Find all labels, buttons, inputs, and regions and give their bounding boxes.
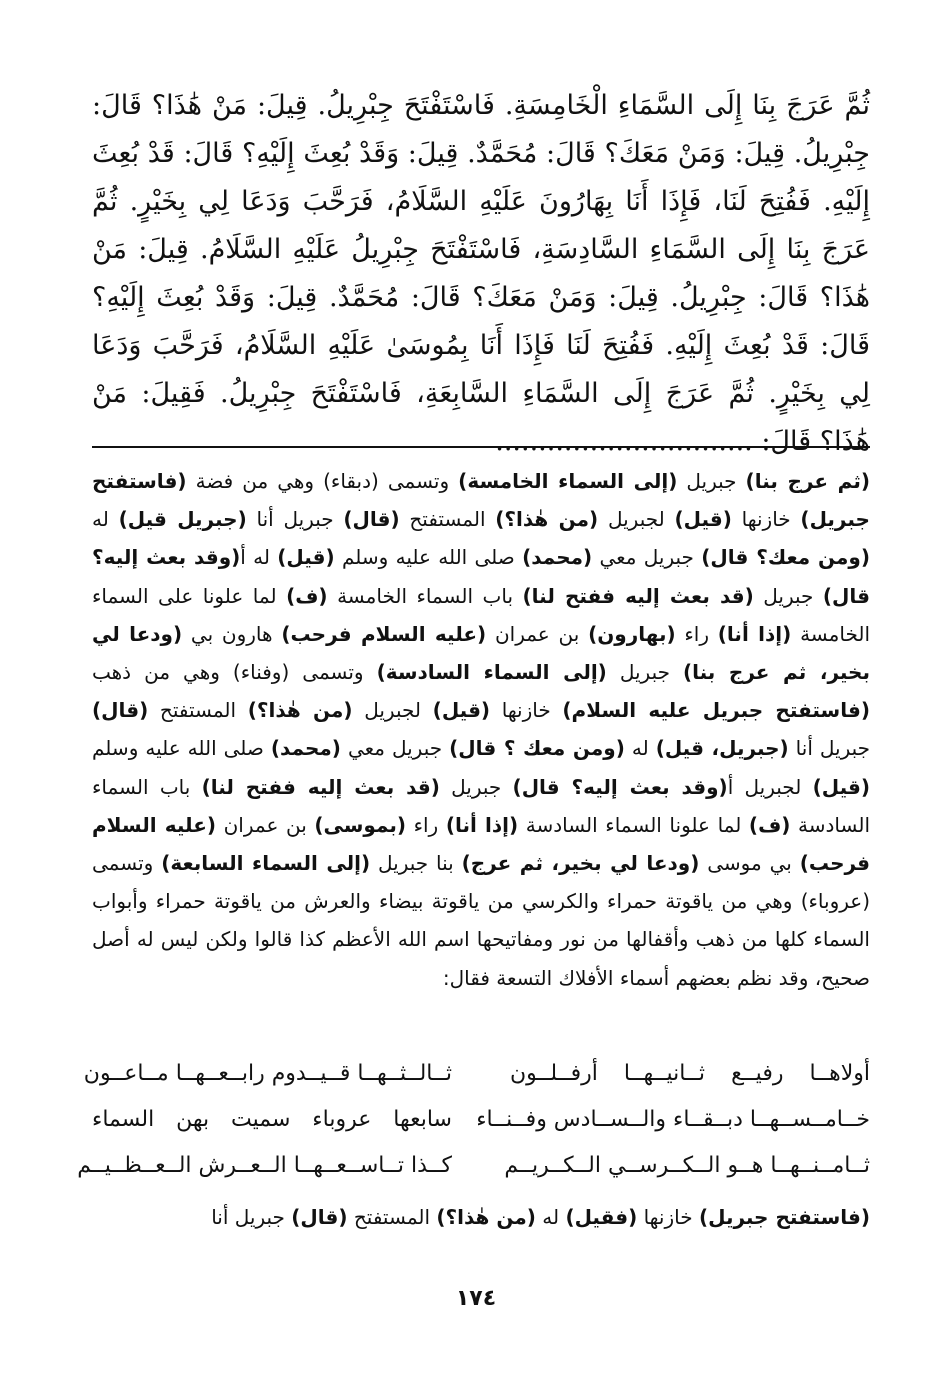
commentary-segment: راء — [675, 621, 718, 646]
quoted-phrase: (ودعا لي بخير، ثم عرج) — [461, 851, 700, 876]
quoted-phrase: (قيل) — [277, 545, 335, 570]
quoted-phrase: (قد بعث إليه ففتح لنا) — [522, 583, 754, 608]
hemistich-left: سابعها عروباء سميت بهن السماء — [92, 1106, 452, 1132]
commentary-segment: المستفتح — [399, 507, 496, 532]
commentary-segment: باب السماء السادسة — [92, 774, 870, 837]
poem-verses — [77, 1050, 870, 1188]
commentary-segment: وتسمى (وفناء) وهي من ذهب — [92, 660, 377, 685]
quoted-phrase: (بهارون) — [588, 621, 676, 646]
quoted-phrase: (وقد بعث إليه؟ قال) — [92, 545, 870, 608]
quoted-phrase: (قد بعث إليه ففتح لنا) — [201, 774, 440, 799]
poem-verse — [92, 1096, 870, 1142]
footnote-divider — [92, 446, 870, 448]
commentary-segment: خازنها — [731, 507, 801, 532]
quoted-phrase: (إلى السماء الخامسة) — [458, 469, 678, 493]
quoted-phrase: (جبريل، قيل) — [655, 736, 789, 761]
quoted-phrase: (محمد) — [270, 736, 341, 761]
commentary-segment: وتسمى (دبقاء) وهي من فضة — [186, 469, 459, 493]
commentary-segment: له — [92, 507, 119, 532]
commentary-segment: بن عمران — [486, 621, 589, 646]
quoted-phrase: (فاستفتح جبريل) — [92, 469, 870, 532]
quoted-phrase: (فاستفتح جبريل) — [698, 1205, 870, 1229]
poem-verse — [77, 1142, 870, 1188]
page-number: ١٧٤ — [455, 1286, 497, 1311]
commentary-segment: جبريل — [753, 583, 823, 608]
commentary-segment: المستفتح — [148, 698, 248, 723]
commentary-text — [92, 462, 870, 997]
quoted-phrase: (قيل) — [674, 507, 732, 532]
commentary-segment: جبريل — [439, 774, 513, 799]
commentary-segment: لما علونا على السماء الخامسة — [92, 583, 871, 646]
commentary-segment: وتسمى (عروباء) وهي من ياقوتة حمراء والكرسي من ياقوتة بيضاء والعرش من ياقوتة حمراء وأبواب السماء كلها من ذهب وأقفالها من نور ومفاتيحها اسم الله الأعظم كذا قالوا ولكن ليس له أصل صحيح، وقد نظم بعضهم أسماء الأفلاك التسعة فقال: — [92, 851, 870, 990]
commentary-segment: له — [535, 1205, 566, 1229]
commentary-segment: جبريل معي — [340, 736, 450, 761]
commentary-segment: صلى الله عليه وسلم — [92, 736, 271, 761]
commentary-segment: خازنها — [490, 698, 563, 723]
quoted-phrase: (فقيل) — [565, 1205, 638, 1229]
commentary-segment: جبريل أنا — [246, 507, 344, 532]
quoted-phrase: (إذا أنا) — [445, 812, 519, 837]
quoted-phrase: (عليه السلام فرحب) — [281, 621, 487, 646]
quoted-phrase: (قيل) — [812, 774, 870, 799]
commentary-paragraph — [92, 462, 870, 997]
commentary-segment: باب السماء الخامسة — [327, 583, 523, 608]
quoted-phrase: (قال) — [343, 507, 400, 532]
quoted-phrase: (ودعا لي بخير، ثم عرج بنا) — [92, 621, 870, 685]
quoted-phrase: (من هٰذا؟) — [436, 1205, 536, 1229]
quoted-phrase: (جبريل قيل) — [118, 507, 247, 532]
quoted-phrase: (عليه السلام فرحب) — [92, 812, 871, 876]
commentary-segment: بنا جبريل — [370, 851, 462, 876]
commentary-segment: جبريل أنا — [211, 1205, 292, 1229]
hemistich-right: أولاهــا رفيــع ثــانيــهــا أرفــلــون — [510, 1060, 870, 1086]
quoted-phrase: (محمد) — [522, 545, 593, 570]
hemistich-left: كــذا تــاســعــهــا الــعــرش الــعــظــيــم — [77, 1152, 452, 1178]
quoted-phrase: (من هٰذا؟) — [247, 698, 353, 723]
commentary-segment: لجبريل — [352, 698, 433, 723]
quoted-phrase: (ومن معك؟ قال) — [701, 545, 870, 570]
quoted-phrase: (وقد بعث إليه؟ قال) — [512, 774, 728, 799]
hemistich-right: ثــامــنــهــا هــو الــكــرســي الــكــريــم — [504, 1152, 870, 1178]
quoted-phrase: (إلى السماء السابعة) — [161, 851, 371, 876]
quoted-phrase: (إذا أنا) — [717, 621, 792, 646]
quoted-phrase: (ثم عرج بنا) — [745, 469, 870, 493]
commentary-segment: بي موسى — [699, 851, 800, 876]
commentary-segment: لجبريل أ — [727, 774, 813, 799]
commentary-segment: لما علونا السماء السادسة — [518, 812, 749, 837]
commentary-segment: جبريل معي — [592, 545, 702, 570]
commentary-segment: له — [624, 736, 656, 761]
commentary-segment: راء — [406, 812, 446, 837]
commentary-segment: هارون بي — [182, 621, 282, 646]
quoted-phrase: (قيل) — [432, 698, 491, 723]
hemistich-right: خــامــســهــا دبــقــاء والــســادس وفــنــاء — [476, 1106, 870, 1132]
quoted-phrase: (ف) — [286, 583, 328, 608]
hadith-paragraph: ثُمَّ عَرَجَ بِنَا إِلَى السَّمَاءِ الْخَامِسَةِ. فَاسْتَفْتَحَ جِبْرِيلُ. قِيلَ: مَنْ هَٰذَا؟ قَالَ: جِبْرِيلُ. قِيلَ: وَمَنْ مَعَكَ؟ قَالَ: مُحَمَّدٌ. قِيلَ: وَقَدْ بُعِثَ إِلَيْهِ؟ قَالَ: قَدْ بُعِثَ إِلَيْهِ. فَفُتِحَ لَنَا، فَإِذَا أَنَا بِهَارُونَ عَلَيْهِ السَّلَامُ، فَرَحَّبَ وَدَعَا لِي بِخَيْرٍ. ثُمَّ عَرَجَ بِنَا إِلَى السَّمَاءِ السَّادِسَةِ، فَاسْتَفْتَحَ جِبْرِيلُ عَلَيْهِ السَّلَامُ. قِيلَ: مَنْ هَٰذَا؟ قَالَ: جِبْرِيلُ. قِيلَ: وَمَنْ مَعَكَ؟ قَالَ: مُحَمَّدٌ. قِيلَ: وَقَدْ بُعِثَ إِلَيْهِ؟ قَالَ: قَدْ بُعِثَ إِلَيْهِ. فَفُتِحَ لَنَا فَإِذَا أَنَا بِمُوسَىٰ عَلَيْهِ السَّلَامُ، فَرَحَّبَ وَدَعَا لِي بِخَيْرٍ. ثُمَّ عَرَجَ إِلَى السَّمَاءِ السَّابِعَةِ، فَاسْتَفْتَحَ جِبْرِيلُ. فَقِيلَ: مَنْ هَٰذَا؟ قَالَ: .............................. — [92, 90, 870, 457]
hadith-text — [92, 82, 870, 466]
commentary-segment: بن عمران — [216, 812, 315, 837]
quoted-phrase: (إلى السماء السادسة) — [376, 660, 607, 685]
commentary-segment: صلى الله عليه وسلم — [334, 545, 523, 570]
commentary-segment: جبريل — [606, 660, 683, 685]
poem-verse — [83, 1050, 870, 1096]
quoted-phrase: (بموسى) — [314, 812, 406, 837]
commentary-segment: المستفتح — [347, 1205, 437, 1229]
quoted-phrase: (من هٰذا؟) — [495, 507, 599, 532]
commentary-segment: له أ — [240, 545, 278, 570]
hemistich-left: ثــالــثــهــا قــيــدوم رابــعــهــا مــاعــون — [83, 1060, 452, 1086]
quoted-phrase: (ف) — [748, 812, 791, 837]
commentary-segment: لجبريل — [598, 507, 675, 532]
trailing-paragraph — [92, 1198, 870, 1236]
commentary-segment: جبريل — [677, 469, 746, 493]
trailing-commentary — [92, 1198, 870, 1236]
quoted-phrase: (ومن معك ؟ قال) — [449, 736, 625, 761]
commentary-segment: جبريل أنا — [788, 736, 871, 761]
quoted-phrase: (فاستفتح جبريل عليه السلام) — [562, 698, 870, 723]
quoted-phrase: (قال) — [92, 698, 149, 723]
quoted-phrase: (قال) — [291, 1205, 348, 1229]
commentary-segment: خازنها — [637, 1205, 699, 1229]
